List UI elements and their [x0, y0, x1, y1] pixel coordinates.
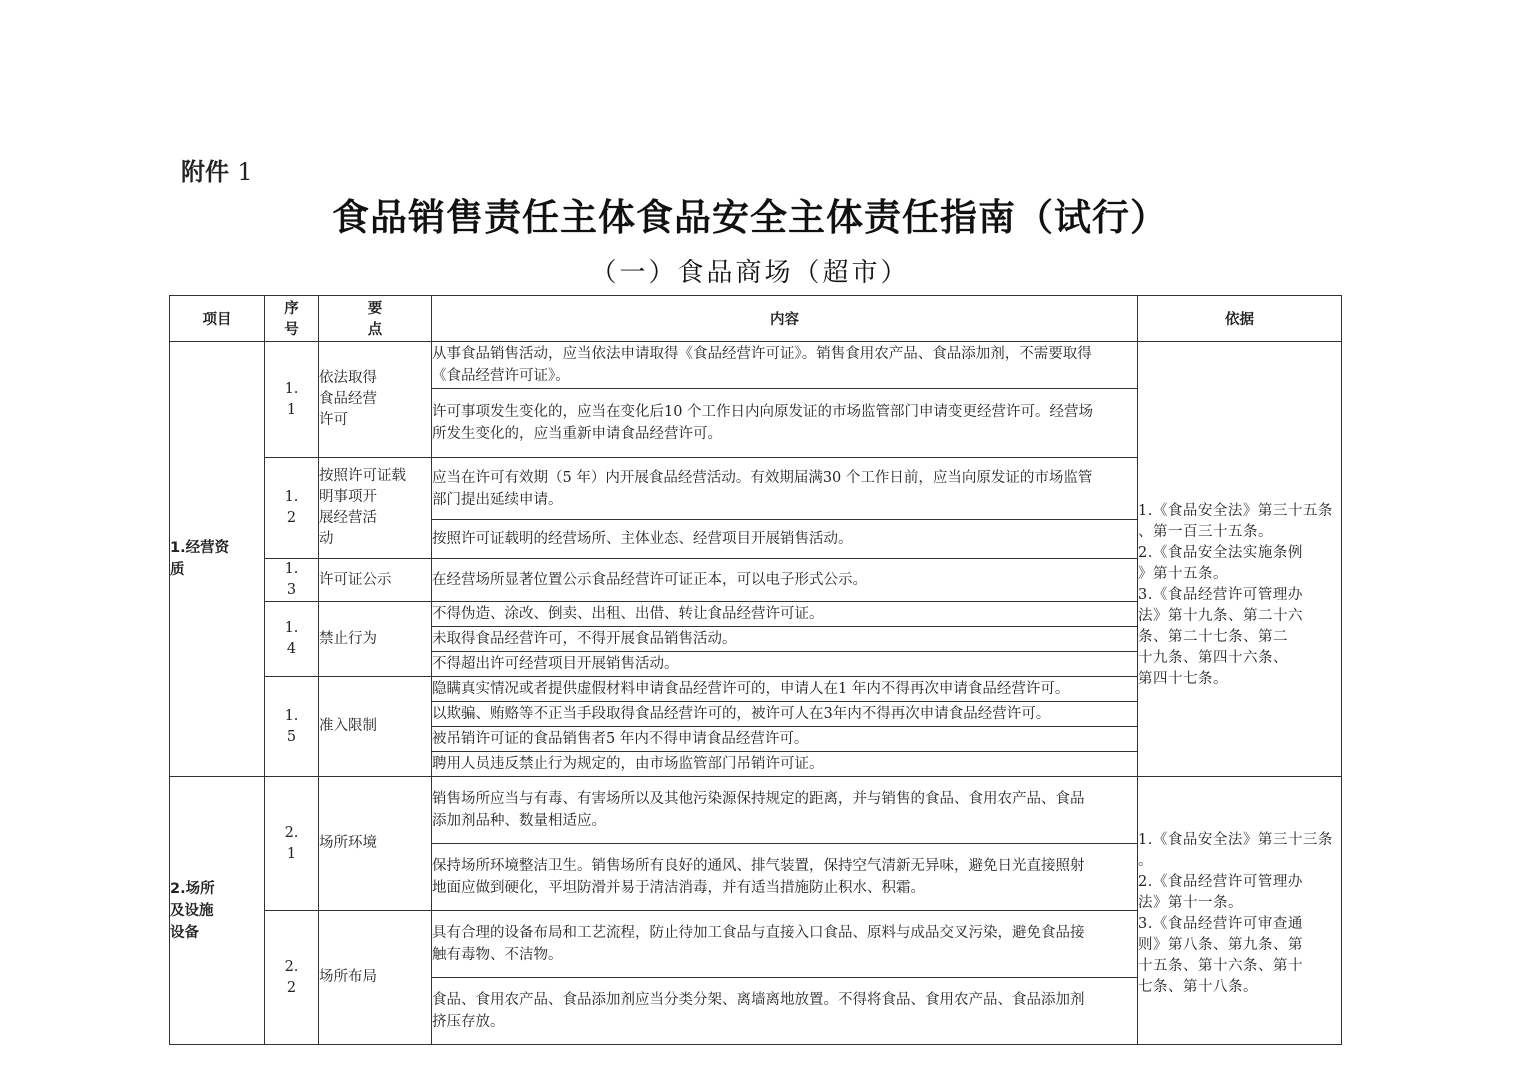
row-content — [432, 458, 1138, 520]
text-line: 按照许可证载 — [319, 468, 406, 484]
row-content — [432, 777, 1138, 844]
text-line: 许可事项发生变化的，应当在变化后10 个工作日内向原发证的市场监管部门申请变更经营许可。经营场 — [432, 404, 1094, 420]
text-line: 5 — [286, 728, 297, 745]
text-line: 七条、第十八条。 — [1138, 978, 1258, 995]
header-item: 项目 — [170, 296, 265, 342]
text-line: 十五条、第十六条、第十 — [1138, 957, 1303, 974]
row-point — [319, 458, 432, 559]
text-line: 聘用人员违反禁止行为规定的，由市场监管部门吊销许可证。 — [432, 756, 824, 772]
text-line: 禁止行为 — [319, 630, 377, 647]
text-line: 明事项开 — [319, 489, 377, 505]
text-line: 4 — [286, 641, 297, 657]
text-line: 法》第十九条、第二十六 — [1138, 607, 1303, 624]
row-seq — [265, 677, 319, 777]
header-content: 内容 — [432, 296, 1138, 342]
text-line: 质 — [170, 562, 185, 578]
section-basis — [1138, 777, 1342, 1045]
text-line: 条、第二十七条、第二 — [1138, 628, 1288, 645]
text-line: 添加剂品种、数量相适应。 — [432, 813, 606, 829]
text-line: 隐瞒真实情况或者提供虚假材料申请食品经营许可的，申请人在1 年内不得再次申请食品经营许可。 — [432, 681, 1070, 697]
row-point — [319, 777, 432, 911]
text-line: 所发生变化的，应当重新申请食品经营许可。 — [432, 426, 722, 442]
section-basis — [1138, 342, 1342, 777]
text-line: 展经营活 — [319, 510, 377, 526]
row-content — [432, 752, 1138, 777]
row-content — [432, 652, 1138, 677]
text-line: 3.《食品经营许可审查通 — [1138, 915, 1303, 932]
row-seq — [265, 911, 319, 1045]
text-line: 1 — [286, 845, 297, 862]
text-line: 食品、食用农产品、食品添加剂应当分类分架、离墙离地放置。不得将食品、食用农产品、食品添加剂 — [432, 992, 1085, 1008]
text-line: 不得超出许可经营项目开展销售活动。 — [432, 656, 679, 672]
header-point: 要 点 — [319, 296, 432, 342]
table-row — [170, 777, 1342, 844]
text-line: 场所布局 — [319, 969, 377, 985]
text-line: 触有毒物、不洁物。 — [432, 947, 563, 963]
text-line: 动 — [319, 531, 334, 547]
text-line: 2 — [286, 510, 297, 526]
text-line: 不得伪造、涂改、倒卖、出租、出借、转让食品经营许可证。 — [432, 606, 824, 622]
row-seq — [265, 602, 319, 677]
header-basis: 依据 — [1138, 296, 1342, 342]
row-point — [319, 911, 432, 1045]
row-seq — [265, 777, 319, 911]
text-line: 。 — [1138, 852, 1153, 869]
section-item — [170, 777, 265, 1045]
text-line: 准入限制 — [319, 718, 377, 734]
text-line: 1. — [284, 620, 299, 636]
text-line: 许可 — [319, 412, 348, 428]
responsibility-table — [169, 295, 1342, 1045]
text-line: 及设施 — [170, 902, 214, 919]
row-point — [319, 342, 432, 458]
text-line: 销售场所应当与有毒、有害场所以及其他污染源保持规定的距离，并与销售的食品、食用农产品、食品 — [432, 791, 1085, 807]
row-point — [319, 559, 432, 602]
text-line: 1.经营资 — [170, 540, 230, 556]
text-line: 按照许可证载明的经营场所、主体业态、经营项目开展销售活动。 — [432, 531, 853, 547]
text-line: 场所环境 — [319, 835, 377, 851]
text-line: 从事食品销售活动，应当依法申请取得《食品经营许可证》。销售食用农产品、食品添加剂，不需要取得 — [432, 346, 1092, 362]
text-line: 食品经营 — [319, 391, 377, 407]
row-seq — [265, 342, 319, 458]
text-line: 《食品经营许可证》。 — [432, 368, 570, 384]
row-content — [432, 677, 1138, 702]
text-line: 未取得食品经营许可，不得开展食品销售活动。 — [432, 631, 737, 647]
text-line: 地面应做到硬化，平坦防滑并易于清洁消毒，并有适当措施防止积水、积霜。 — [432, 880, 925, 896]
text-line: 1. — [284, 561, 299, 577]
row-point — [319, 602, 432, 677]
row-content — [432, 978, 1138, 1045]
row-content — [432, 520, 1138, 559]
text-line: 2.场所 — [170, 880, 215, 897]
text-line: 保持场所环境整洁卫生。销售场所有良好的通风、排气装置，保持空气清新无异味，避免日光直接照射 — [432, 858, 1085, 874]
row-seq — [265, 458, 319, 559]
table-header-row — [170, 296, 1342, 342]
text-line: 许可证公示 — [319, 571, 392, 588]
text-line: 2. — [284, 824, 299, 841]
text-line: 、第一百三十五条。 — [1138, 523, 1273, 540]
text-line: 以欺骗、贿赂等不正当手段取得食品经营许可的，被许可人在3年内不得再次申请食品经营许可。 — [432, 706, 1051, 722]
header-seq: 序 号 — [265, 296, 319, 342]
text-line: 2. — [284, 958, 299, 975]
text-line: 应当在许可有效期（5 年）内开展食品经营活动。有效期届满30 个工作日前，应当向原发证的市场监管 — [432, 469, 1093, 486]
text-line: 设备 — [170, 924, 199, 941]
text-line: 具有合理的设备布局和工艺流程，防止待加工食品与直接入口食品、原料与成品交叉污染，避免食品接 — [432, 925, 1085, 941]
row-content — [432, 389, 1138, 458]
text-line: 3 — [286, 582, 297, 598]
row-content — [432, 602, 1138, 627]
text-line: 1. — [284, 380, 299, 397]
text-line: 3.《食品经营许可管理办 — [1138, 586, 1303, 603]
table-row — [170, 342, 1342, 389]
text-line: 法》第十一条。 — [1138, 894, 1243, 911]
row-content — [432, 911, 1138, 978]
text-line: 第四十七条。 — [1138, 670, 1228, 687]
text-line: 挤压存放。 — [432, 1014, 505, 1030]
text-line: 1.《食品安全法》第三十五条 — [1138, 502, 1333, 519]
page-subtitle: （一）食品商场（超市） — [590, 258, 910, 288]
row-content — [432, 627, 1138, 652]
text-line: 部门提出延续申请。 — [432, 491, 563, 508]
row-content — [432, 342, 1138, 389]
text-line: 2.《食品经营许可管理办 — [1138, 873, 1303, 890]
text-line: 1. — [284, 489, 299, 505]
text-line: 1. — [284, 707, 299, 724]
row-content — [432, 702, 1138, 727]
section-item — [170, 342, 265, 777]
row-content — [432, 559, 1138, 602]
row-seq — [265, 559, 319, 602]
text-line: 》第十五条。 — [1138, 565, 1228, 582]
row-content — [432, 727, 1138, 752]
text-line: 2 — [286, 979, 297, 996]
text-line: 被吊销许可证的食品销售者5 年内不得申请食品经营许可。 — [432, 731, 809, 747]
page-title: 食品销售责任主体食品安全主体责任指南（试行） — [332, 195, 1168, 239]
text-line: 2.《食品安全法实施条例 — [1138, 544, 1303, 561]
text-line: 十九条、第四十六条、 — [1138, 649, 1288, 666]
row-content — [432, 844, 1138, 911]
text-line: 依法取得 — [319, 370, 377, 386]
attachment-label: 附件 1 — [181, 157, 253, 186]
row-point — [319, 677, 432, 777]
text-line: 则》第八条、第九条、第 — [1138, 936, 1303, 953]
text-line: 在经营场所显著位置公示食品经营许可证正本，可以电子形式公示。 — [432, 572, 867, 588]
text-line: 1.《食品安全法》第三十三条 — [1138, 831, 1333, 848]
text-line: 1 — [286, 401, 297, 418]
